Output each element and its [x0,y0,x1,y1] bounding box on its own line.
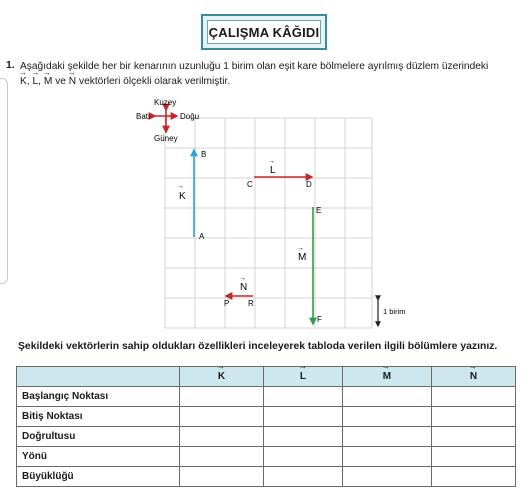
row-label-end-point: Bitiş Noktası [17,407,180,427]
answer-cell[interactable] [342,447,431,467]
answer-cell[interactable] [180,407,264,427]
point-b-label: B [201,150,207,159]
vector-m [297,206,322,324]
vector-m-arrow: → [297,245,304,252]
compass-east-label: Doğu [180,112,200,121]
table-row [17,387,516,407]
table-header-k: → K [180,367,264,387]
question-line1: Aşağıdaki şekilde her bir kenarının uzunluğu 1 birim olan eşit kare bölmelere ayrılmış düzlem üzerindeki [20,61,489,72]
grid [165,118,372,328]
question-vector-m: → M [44,74,53,89]
vector-l-label: L [270,165,276,176]
properties-table [16,366,516,487]
table-header-m: → M [342,367,431,387]
row-label-magnitude: Büyüklüğü [17,467,180,487]
answer-cell[interactable] [264,427,343,447]
vector-n [224,275,254,308]
answer-cell[interactable] [264,407,343,427]
answer-cell[interactable] [431,427,515,447]
answer-cell[interactable] [180,387,264,407]
vector-l-arrow: → [268,158,275,165]
answer-cell[interactable] [342,387,431,407]
point-c-label: C [247,180,253,189]
question-connector: ve [55,76,66,87]
question-line2: vektörleri ölçekli olarak verilmiştir. [79,76,231,87]
table-row [17,407,516,427]
answer-cell[interactable] [342,467,431,487]
answer-cell[interactable] [431,447,515,467]
row-label-sense: Yönü [17,447,180,467]
vector-l [247,158,312,189]
table-row [17,467,516,487]
table-header-blank [17,367,180,387]
answer-cell[interactable] [431,467,515,487]
answer-cell[interactable] [180,447,264,467]
question-text: Aşağıdaki şekilde her bir kenarının uzunluğu 1 birim olan eşit kare bölmelere ayrılmış düzlem üzerindeki → K, → L, → M ve → N vektörleri ölçekli olarak verilmiştir. [20,59,520,89]
instruction-text: Şekildeki vektörlerin sahip oldukları özellikleri inceleyerek tabloda verilen ilgili bölümlere yazınız. [18,341,498,352]
answer-cell[interactable] [342,407,431,427]
answer-cell[interactable] [264,387,343,407]
answer-cell[interactable] [431,407,515,427]
table-header-row [17,367,516,387]
table-header-n: → N [431,367,515,387]
compass-south-label: Güney [154,134,178,143]
point-f-label: F [317,315,322,324]
answer-cell[interactable] [180,427,264,447]
scale-indicator [378,300,406,326]
question-number: 1. [6,59,15,71]
vector-m-label: M [298,252,307,263]
vector-k [177,150,206,241]
table-row [17,427,516,447]
table-row [17,447,516,467]
worksheet-title: ÇALIŞMA KÂĞIDI [207,20,321,44]
question-vector-k: → K [20,74,27,89]
compass-west-label: Batı [136,112,151,121]
vector-n-arrow: → [239,275,246,282]
vector-k-label: K [179,191,186,202]
answer-cell[interactable] [180,467,264,487]
point-a-label: A [199,232,205,241]
point-d-label: D [306,180,312,189]
row-label-start-point: Başlangıç Noktası [17,387,180,407]
point-e-label: E [316,206,322,215]
compass-north-label: Kuzey [154,98,177,107]
answer-cell[interactable] [264,467,343,487]
question-vector-n: → N [69,74,76,89]
vector-n-label: N [240,282,248,293]
table-header-l: → L [264,367,343,387]
answer-cell[interactable] [342,427,431,447]
compass [136,98,199,143]
answer-cell[interactable] [431,387,515,407]
question-vector-l: → L [32,74,38,89]
scale-label: 1 birim [383,307,406,316]
answer-cell[interactable] [264,447,343,467]
vector-k-arrow: → [177,183,184,190]
point-r-label: R [248,299,254,308]
point-p-label: P [224,299,230,308]
row-label-direction-line: Doğrultusu [17,427,180,447]
